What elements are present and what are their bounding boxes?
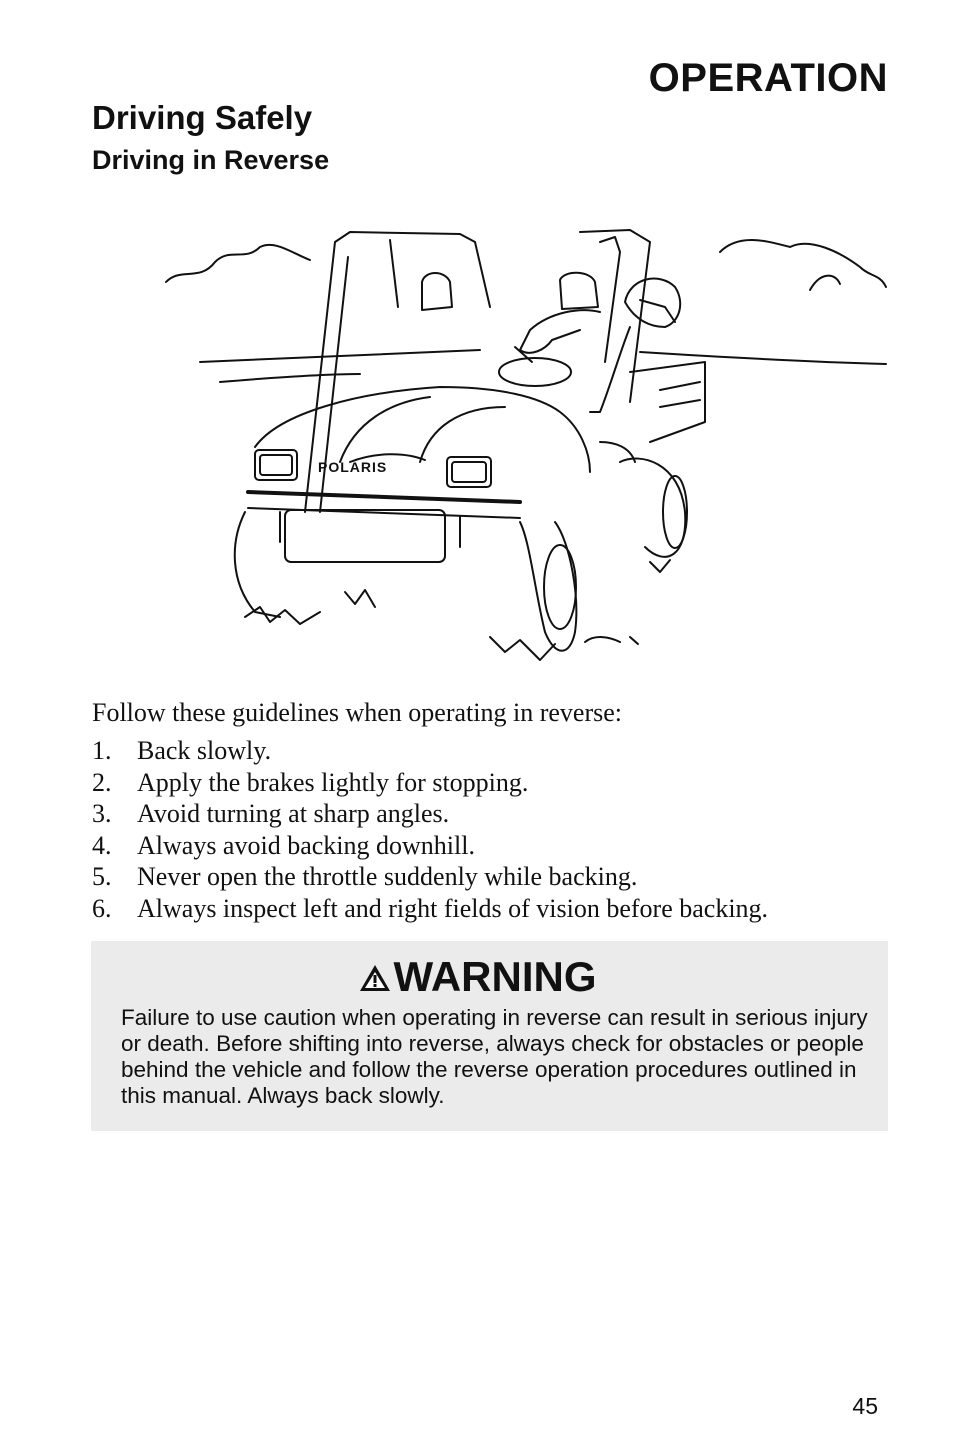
list-item — [92, 861, 768, 893]
list-item — [92, 735, 768, 767]
list-item-text: Apply the brakes lightly for stopping. — [137, 767, 529, 797]
page-title: Driving Safely — [92, 99, 313, 136]
section-header: OPERATION — [648, 56, 888, 100]
warning-triangle-icon — [358, 963, 392, 993]
list-item-text: Always inspect left and right fields of vision before backing. — [137, 893, 769, 923]
page-number: 45 — [852, 1393, 878, 1419]
list-item-number: 1. — [92, 736, 112, 765]
list-item-text: Always avoid backing downhill. — [137, 830, 475, 860]
list-item-text: Never open the throttle suddenly while backing. — [137, 862, 638, 891]
list-item — [92, 767, 768, 799]
list-item-text: Back slowly. — [137, 736, 272, 765]
list-item-number: 5. — [92, 862, 112, 891]
warning-heading — [0, 953, 954, 1001]
list-item-number: 2. — [92, 767, 112, 797]
list-item-number: 4. — [92, 830, 112, 860]
list-item-number: 6. — [92, 893, 112, 923]
brand-logo: POLARIS — [318, 459, 388, 475]
list-item — [92, 798, 768, 830]
list-item — [92, 830, 768, 862]
guidelines-intro: Follow these guidelines when operating in reverse: — [92, 698, 622, 727]
list-item-text: Avoid turning at sharp angles. — [137, 799, 450, 828]
utility-vehicle-illustration — [160, 212, 890, 672]
sub-title: Driving in Reverse — [92, 145, 330, 175]
list-item — [92, 893, 768, 925]
warning-text: Failure to use caution when operating in reverse can result in serious injury or death. Before shifting into reverse, always check for obstacles or people behind the vehicle and follow the reverse operation procedures outlined in this manual. Always back slowly. — [121, 1005, 868, 1108]
warning-title: WARNING — [393, 953, 597, 1000]
guidelines-list — [92, 735, 768, 924]
list-item-number: 3. — [92, 799, 112, 828]
